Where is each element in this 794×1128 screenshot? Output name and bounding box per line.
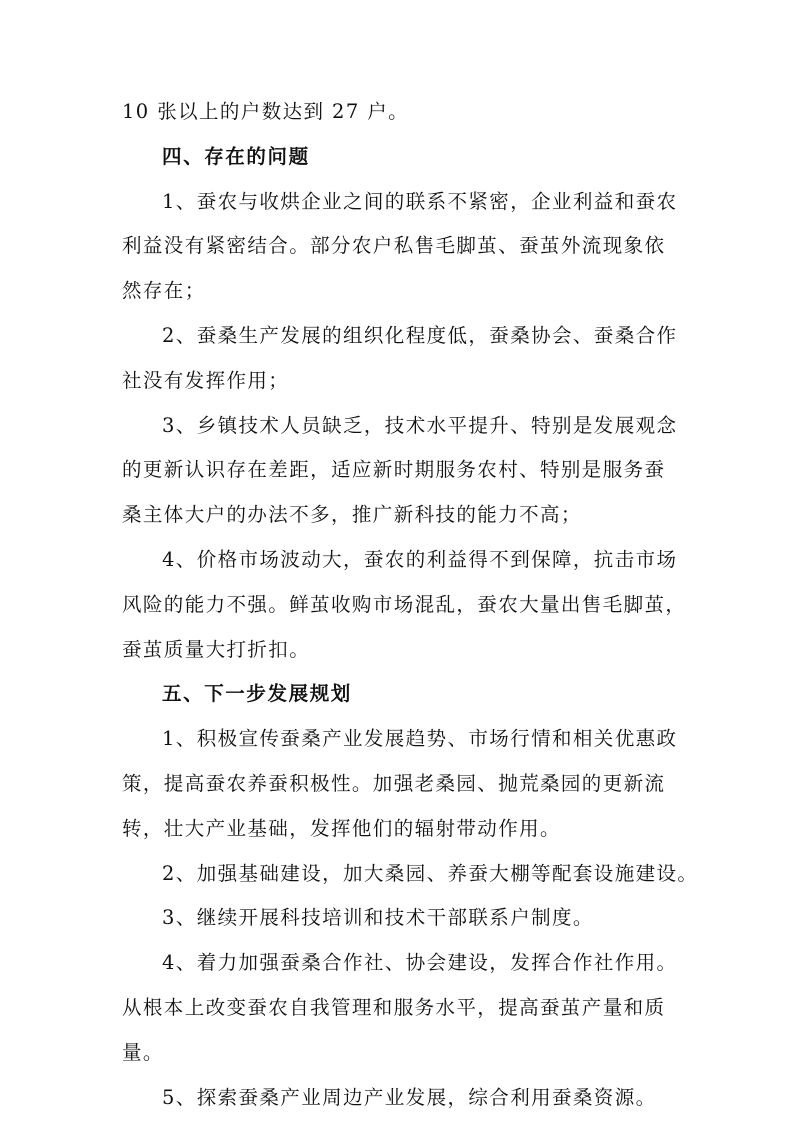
document-body [122,98,699,1128]
text-line: 10 张以上的户数达到 27 户。 [122,100,410,123]
text-line: 然存在； [122,279,206,303]
text-line: 策，提高蚕农养蚕积极性。加强老桑园、抛荒桑园的更新流 [122,771,666,795]
text-line: 3、乡镇技术人员缺乏，技术水平提升、特别是发展观念 [162,413,678,437]
section-heading-problems: 四、存在的问题 [162,144,310,168]
text-line: 2、加强基础建设，加大桑园、养蚕大棚等配套设施建设。 [162,861,699,885]
text-line: 5、探索蚕桑产业周边产业发展，综合利用蚕桑资源。 [162,1085,657,1109]
text-line: 利益没有紧密结合。部分农户私售毛脚茧、蚕茧外流现象依 [122,234,666,258]
text-line: 社没有发挥作用； [122,368,290,392]
section-heading-plan: 五、下一步发展规划 [162,682,352,706]
text-line: 桑主体大户的办法不多，推广新科技的能力不高； [122,503,582,527]
text-line: 4、着力加强蚕桑合作社、协会建设，发挥合作社作用。 [162,951,678,975]
text-line: 量。 [122,1040,164,1064]
text-line: 4、价格市场波动大，蚕农的利益得不到保障，抗击市场 [162,547,678,571]
text-line: 3、继续开展科技培训和技术干部联系户制度。 [162,906,594,930]
text-line: 转，壮大产业基础，发挥他们的辐射带动作用。 [122,816,561,840]
text-line: 2、蚕桑生产发展的组织化程度低，蚕桑协会、蚕桑合作 [162,323,678,347]
text-line: 的更新认识存在差距，适应新时期服务农村、特别是服务蚕 [122,458,666,482]
text-line: 风险的能力不强。鲜茧收购市场混乱，蚕农大量出售毛脚茧， [122,592,687,616]
text-line: 蚕茧质量大打折扣。 [122,637,311,661]
text-line: 从根本上改变蚕农自我管理和服务水平，提高蚕茧产量和质 [122,995,666,1019]
text-line: 1、积极宣传蚕桑产业发展趋势、市场行情和相关优惠政 [162,727,678,751]
text-line: 1、蚕农与收烘企业之间的联系不紧密，企业利益和蚕农 [162,189,678,213]
